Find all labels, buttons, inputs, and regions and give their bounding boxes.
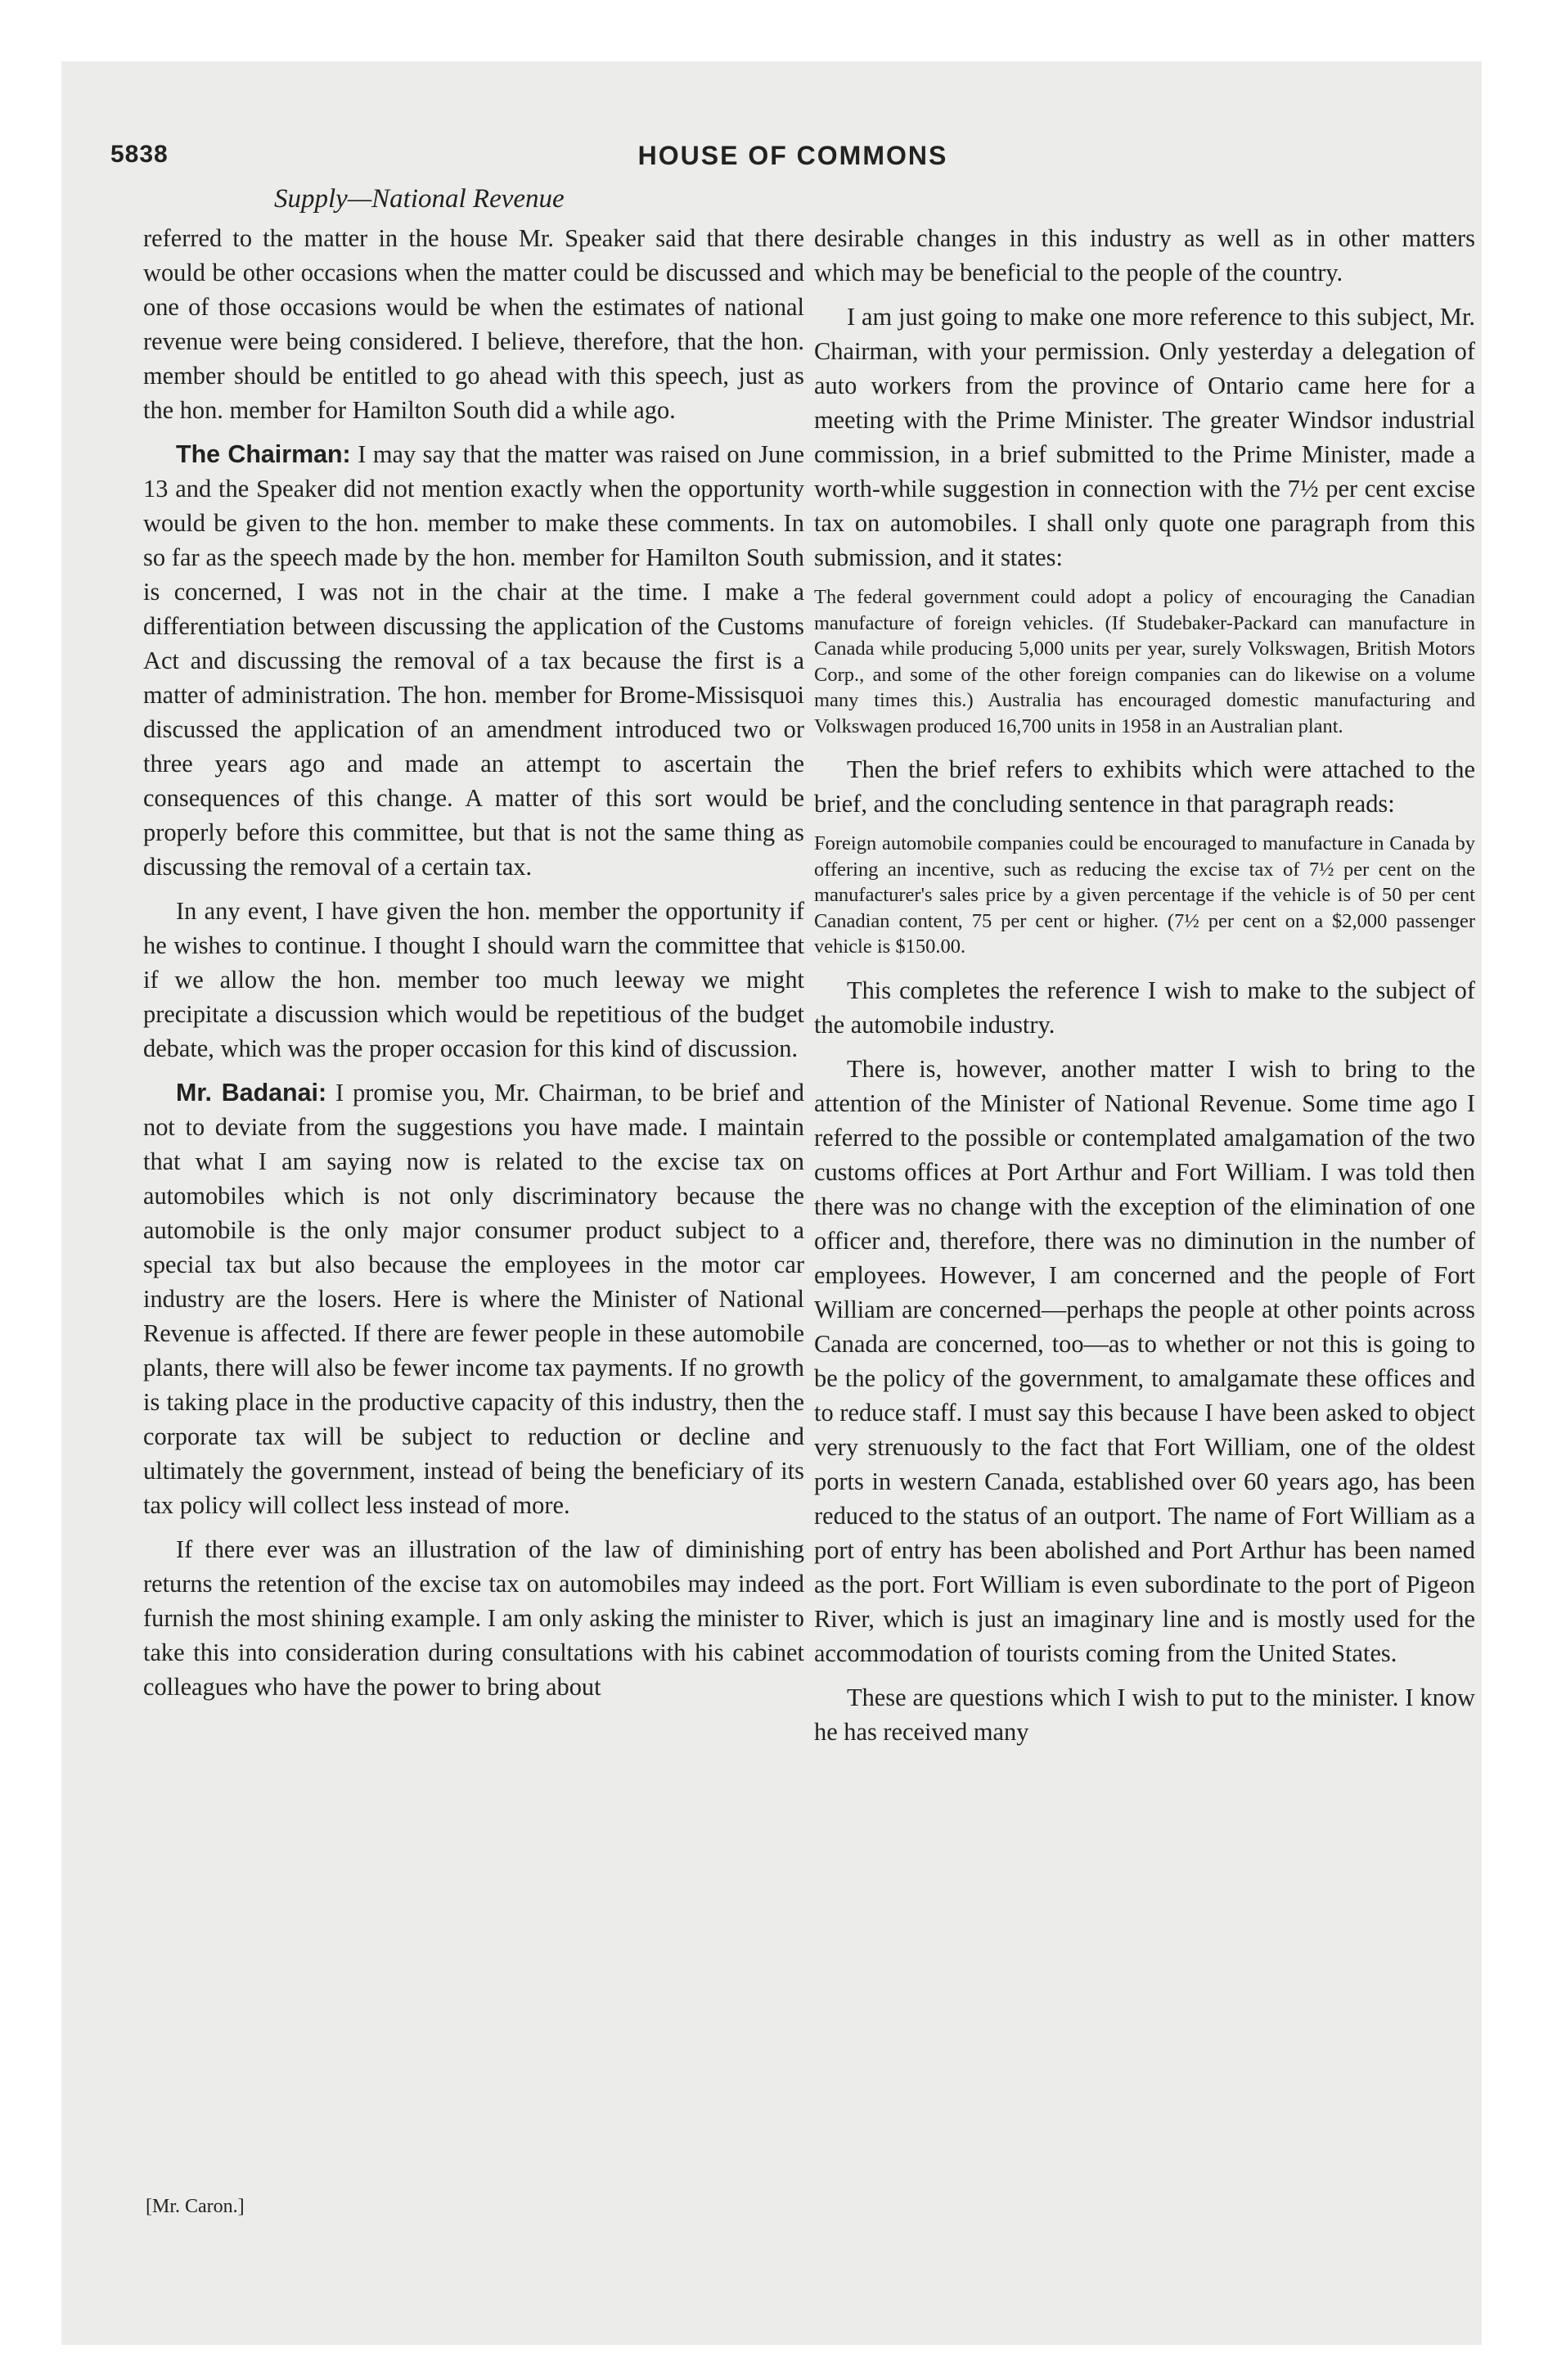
- page-header: [110, 141, 1475, 178]
- section-heading: Supply—National Revenue: [274, 184, 565, 214]
- block-quote: The federal government could adopt a policy of encouraging the Canadian manufacture of foreign vehicles. (If Studebaker-Packard can manufacture in Canada while producing 5,000 units per year, surely Volkswagen, British Motors Corp., and some of the other foreign companies can do likewise on a volume many times this.) Australia has encouraged domestic manufacturing and Volkswagen produced 16,700 units in 1958 in an Australian plant.: [814, 586, 1475, 737]
- paragraph: Then the brief refers to exhibits which were attached to the brief, and the concluding sentence in that paragraph reads:: [814, 755, 1475, 818]
- page-number: 5838: [110, 141, 169, 168]
- right-column: [814, 221, 1475, 1759]
- speaker-name: Mr. Badanai:: [176, 1079, 327, 1107]
- left-column: [143, 221, 804, 1714]
- footer-speaker-note: [Mr. Caron.]: [146, 2196, 245, 2217]
- speech-text: I promise you, Mr. Chairman, to be brief and not to deviate from the suggestions you have made. I maintain that what I am saying now is related to the excise tax on automobiles which is not only discriminatory because the automobile is the only major consumer product subject to a special tax but also because the employees in the motor car industry are the losers. Here is where the Minister of National Revenue is affected. If there are fewer people in these automobile plants, there will also be fewer income tax payments. If no growth is taking place in the productive capacity of this industry, then the corporate tax will be subject to reduction or decline and ultimately the government, instead of being the beneficiary of its tax policy will collect less instead of more.: [143, 1079, 804, 1519]
- paragraph: This completes the reference I wish to make to the subject of the automobile industry.: [814, 976, 1475, 1039]
- paragraph: There is, however, another matter I wish to bring to the attention of the Minister of National Revenue. Some time ago I referred to the possible or contemplated amalgamation of the two customs offices at Port Arthur and Fort William. I was told then there was no change with the exception of the elimination of one officer and, therefore, there was no diminution in the number of employees. However, I am concerned and the people of Fort William are concerned—perhaps the people at other points across Canada are concerned, too—as to whether or not this is going to be the policy of the government, to amalgamate these offices and to reduce staff. I must say this because I have been asked to object very strenuously to the fact that Fort William, one of the oldest ports in western Canada, established over 60 years ago, has been reduced to the status of an outport. The name of Fort William as a port of entry has been abolished and Port Arthur has been named as the port. Fort William is even subordinate to the port of Pigeon River, which is just an imaginary line and is mostly used for the accommodation of tourists coming from the United States.: [814, 1054, 1475, 1667]
- paragraph: In any event, I have given the hon. member the opportunity if he wishes to continue. I thought I should warn the committee that if we allow the hon. member too much leeway we might precipitate a discussion which would be repetitious of the budget debate, which was the proper occasion for this kind of discussion.: [143, 897, 804, 1062]
- journal-title: HOUSE OF COMMONS: [637, 141, 948, 170]
- paragraph: I am just going to make one more reference to this subject, Mr. Chairman, with your permission. Only yesterday a delegation of auto workers from the province of Ontario came here for a meeting with the Prime Minister. The greater Windsor industrial commission, in a brief submitted to the Prime Minister, made a worth-while suggestion in connection with the 7½ per cent excise tax on automobiles. I shall only quote one paragraph from this submission, and it states:: [814, 303, 1475, 571]
- paragraph: If there ever was an illustration of the law of diminishing returns the retention of the excise tax on automobiles may indeed furnish the most shining example. I am only asking the minister to take this into consideration during consultations with his cabinet colleagues who have the power to bring about: [143, 1535, 804, 1701]
- paragraph: These are questions which I wish to put to the minister. I know he has received many: [814, 1683, 1475, 1746]
- paragraph: referred to the matter in the house Mr. Speaker said that there would be other occasions when the matter could be discussed and one of those occasions would be when the estimates of national revenue were being considered. I believe, therefore, that the hon. member should be entitled to go ahead with this speech, just as the hon. member for Hamilton South did a while ago.: [143, 224, 804, 424]
- speech-text: I may say that the matter was raised on June 13 and the Speaker did not mention exactly when the opportunity would be given to the hon. member to make these comments. In so far as the speech made by the hon. member for Hamilton South is concerned, I was not in the chair at the time. I make a differentiation between discussing the application of the Customs Act and discussing the removal of a tax because the first is a matter of administration. The hon. member for Brome-Missisquoi discussed the application of an amendment introduced two or three years ago and made an attempt to ascertain the consequences of this change. A matter of this sort would be properly before this committee, but that is not the same thing as discussing the removal of a certain tax.: [143, 440, 804, 881]
- speaker-name: The Chairman:: [176, 440, 351, 468]
- paragraph: [143, 437, 804, 884]
- paragraph: [143, 1075, 804, 1522]
- paragraph: desirable changes in this industry as well as in other matters which may be beneficial to the people of the country.: [814, 224, 1475, 286]
- block-quote: Foreign automobile companies could be encouraged to manufacture in Canada by offering an incentive, such as reducing the excise tax of 7½ per cent on the manufacturer's sales price by a given percentage if the vehicle is of 50 per cent Canadian content, 75 per cent or higher. (7½ per cent on a $2,000 passenger vehicle is $150.00.: [814, 832, 1475, 958]
